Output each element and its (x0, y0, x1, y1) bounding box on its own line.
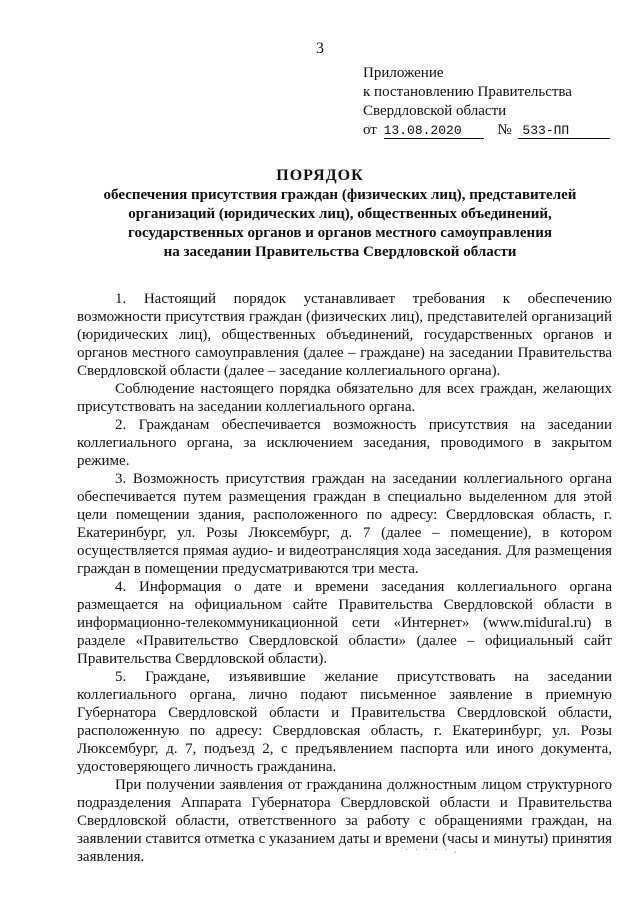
scan-noise: · · · · · . (405, 845, 459, 856)
document-subtitle (80, 186, 600, 262)
number-value: 533-ПП (522, 123, 570, 138)
date-value: 13.08.2020 (383, 123, 462, 138)
document-body (77, 290, 612, 866)
date-field (384, 123, 484, 139)
appendix-line-1: Приложение (363, 65, 444, 81)
subtitle-line: на заседании Правительства Свердловской области (163, 244, 517, 260)
document-title: ПОРЯДОК (276, 167, 364, 184)
page-number: 3 (316, 40, 324, 57)
paragraph-4: 4. Информация о дате и времени заседания коллегиального органа размещается на официальном сайте Правительства Свердловской области в информационно-телекоммуникационной сети «Интернет» (www.midural.ru) в разделе «Правительство Свердловской области» (далее – официальный сайт Правительства Свердловской области). (77, 579, 612, 667)
appendix-date-line (363, 121, 628, 140)
paragraph-1: 1. Настоящий порядок устанавливает требования к обеспечению возможности присутствия граждан (физических лиц), представителей организаций (юридических лиц), общественных объединений, государственных органов и органов местного самоуправления (далее – граждане) на заседании Правительства Свердловской области (далее – заседание коллегиального органа). (77, 291, 612, 379)
paragraph-1-note: Соблюдение настоящего порядка обязательно для всех граждан, желающих присутствовать на заседании коллегиального органа. (77, 381, 612, 415)
subtitle-line: организаций (юридических лиц), общественных объединений, (128, 206, 552, 222)
appendix-block (363, 64, 628, 140)
subtitle-line: обеспечения присутствия граждан (физических лиц), представителей (103, 187, 577, 203)
appendix-line-2: к постановлению Правительства (363, 84, 572, 100)
paragraph-5: 5. Граждане, изъявившие желание присутствовать на заседании коллегиального органа, лично подают письменное заявление в приемную Губернатора Свердловской области и Правительства Свердловской области, расположенную по адресу: Свердловская область, г. Екатеринбург, ул. Розы Люксембург, д. 7, подъезд 2, с предъявлением паспорта или иного документа, удостоверяющего личность гражданина. (77, 669, 612, 775)
appendix-line-3: Свердловской области (363, 103, 507, 119)
paragraph-2: 2. Гражданам обеспечивается возможность присутствия на заседании коллегиального органа, за исключением заседания, проводимого в закрытом режиме. (77, 417, 612, 469)
date-prefix: от (363, 122, 377, 138)
paragraph-3: 3. Возможность присутствия граждан на заседании коллегиального органа обеспечивается путем размещения граждан в специально выделенном для этой цели помещении здания, расположенного по адресу: Свердловская область, г. Екатеринбург, ул. Розы Люксембург, д. 7 (далее – помещение), в котором осуществляется прямая аудио- и видеотрансляция хода заседания. Для размещения граждан в помещении предусматриваются три места. (77, 471, 612, 577)
number-prefix: № (497, 122, 512, 138)
number-field (518, 123, 610, 139)
paragraph-5-note: При получении заявления от гражданина должностным лицом структурного подразделения Аппарата Губернатора Свердловской области и Правительства Свердловской области, ответственного за работу с обращениями граждан, на заявлении ставится отметка с указанием даты и времени (часы и минуты) принятия заявления. (77, 777, 612, 865)
subtitle-line: государственных органов и органов местного самоуправления (128, 225, 552, 241)
